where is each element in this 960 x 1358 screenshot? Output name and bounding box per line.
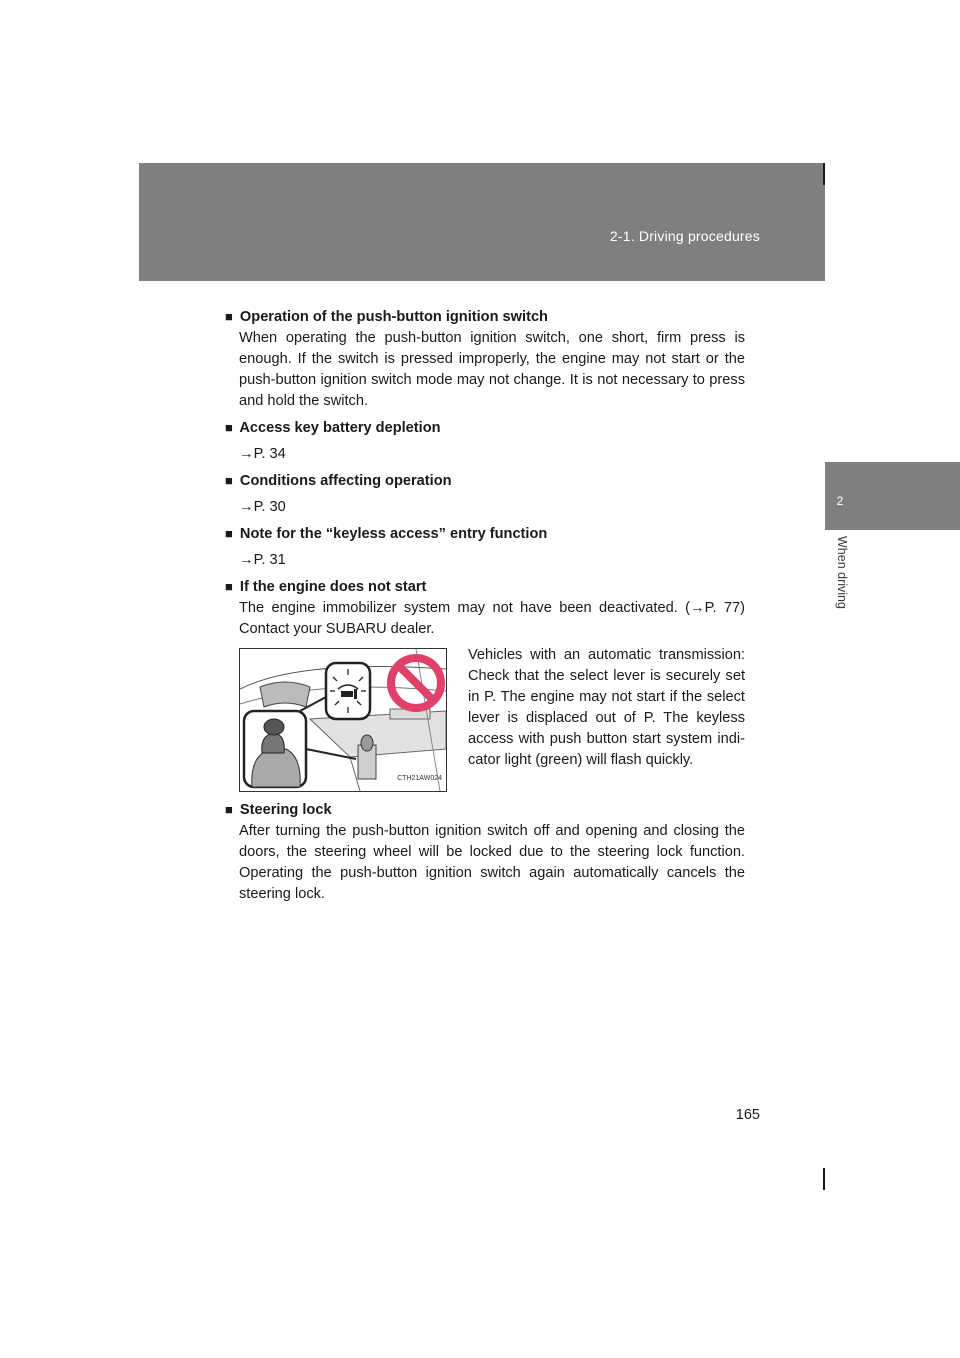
header-band: [139, 163, 825, 281]
bullet-square-icon: ■: [225, 802, 233, 817]
figure-caption: Vehicles with an automatic transmission: Check that the select lever is securely set in P. The engine may not start if the select lever is displaced out of P. The keyless access with push button start system indi-cator light (green) will flash quickly.: [468, 647, 745, 768]
bullet-square-icon: ■: [225, 309, 233, 324]
chapter-number: 2: [836, 494, 844, 508]
section-body: When operating the push-button ignition switch, one short, firm press is enough. If the switch is pressed improperly, the engine may not start or the push-button ignition switch mode may not change. It is not necessary to press and hold the switch.: [239, 330, 745, 409]
page-reference: →P. 31: [239, 552, 286, 568]
section-operation: [225, 306, 745, 412]
section-heading: ■ Note for the “keyless access” entry function: [225, 526, 548, 542]
section-keyless-note: [225, 523, 745, 571]
section-battery-depletion: [225, 417, 745, 465]
page-reference: →P. 34: [239, 446, 286, 462]
crop-mark-top: [823, 163, 825, 185]
section-conditions: [225, 470, 745, 518]
page-number: 165: [735, 1107, 760, 1123]
bullet-square-icon: ■: [225, 473, 233, 488]
bullet-square-icon: ■: [225, 579, 233, 594]
chapter-label: [825, 530, 869, 648]
section-heading: ■ Conditions affecting operation: [225, 473, 452, 489]
crop-mark-bottom: [823, 1168, 825, 1190]
section-body: After turning the push-button ignition switch off and opening and closing the doors, the steering wheel will be locked due to the steering lock function. Operating the push-button ignition switch again automatically cancels the steering lock.: [239, 823, 745, 902]
figure-code: CTH21AW024: [397, 775, 442, 782]
section-steering-lock: [225, 799, 745, 905]
section-heading: ■ Operation of the push-button ignition switch: [225, 309, 548, 325]
section-engine-no-start: [225, 576, 745, 794]
section-heading: ■ If the engine does not start: [225, 579, 427, 595]
section-title: 2-1. Driving procedures: [609, 228, 760, 244]
page-reference: →P. 30: [239, 499, 286, 515]
section-heading: ■ Access key battery depletion: [225, 420, 441, 436]
page-content: [225, 306, 745, 910]
section-body: The engine immobilizer system may not have been deactivated. (→P. 77) Contact your SUBARU dealer.: [239, 600, 745, 637]
chapter-label-text: When driving: [835, 536, 849, 609]
figure-row: [225, 648, 745, 794]
bullet-square-icon: ■: [225, 526, 233, 541]
bullet-square-icon: ■: [225, 420, 233, 435]
dashboard-illustration: [239, 648, 447, 792]
section-heading: ■ Steering lock: [225, 802, 332, 818]
